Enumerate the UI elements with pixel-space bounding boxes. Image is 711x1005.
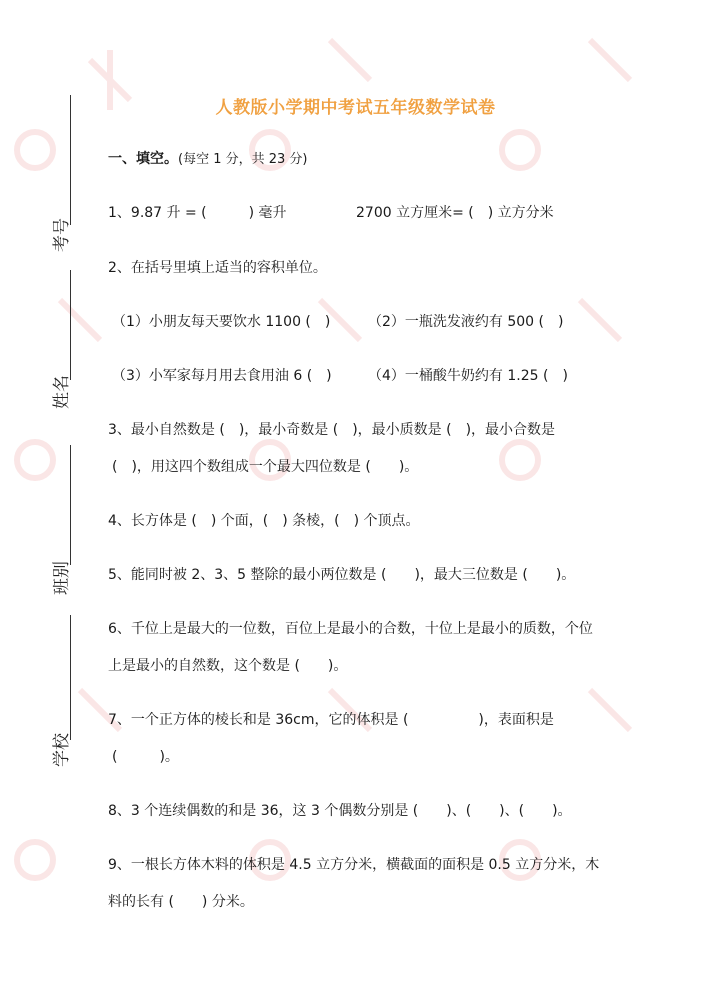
question-2: 2、在括号里填上适当的容积单位。 bbox=[108, 260, 327, 276]
question-2-2: （2）一瓶洗发液约有 500 ( ) bbox=[368, 314, 564, 330]
question-3b: ( )，用这四个数组成一个最大四位数是 ( )。 bbox=[112, 459, 419, 475]
question-5: 5、能同时被 2、3、5 整除的最小两位数是 ( )，最大三位数是 ( )。 bbox=[108, 567, 576, 583]
question-2-3: （3）小军家每月用去食用油 6 ( ) bbox=[112, 368, 332, 384]
question-2-4: （4）一桶酸牛奶约有 1.25 ( ) bbox=[368, 368, 568, 384]
binding-line-4 bbox=[70, 615, 71, 740]
section-heading: 一、填空。 bbox=[108, 151, 178, 167]
question-3a: 3、最小自然数是 ( )，最小奇数是 ( )，最小质数是 ( )，最小合数是 bbox=[108, 422, 556, 438]
question-7b: ( )。 bbox=[112, 749, 179, 765]
question-1a: 1、9.87 升 = ( ) 毫升 bbox=[108, 205, 287, 221]
side-label-exam-number: 考号 bbox=[52, 218, 72, 252]
question-6b: 上是最小的自然数，这个数是 ( )。 bbox=[108, 658, 348, 674]
question-9b: 料的长有 ( ) 分米。 bbox=[108, 894, 254, 910]
section-heading-line bbox=[108, 150, 308, 169]
side-label-class: 班别 bbox=[52, 561, 72, 595]
binding-line-2 bbox=[70, 270, 71, 380]
question-8: 8、3 个连续偶数的和是 36，这 3 个偶数分别是 ( )、( )、( )。 bbox=[108, 803, 572, 819]
side-label-name: 姓名 bbox=[52, 375, 72, 409]
binding-line-1 bbox=[70, 95, 71, 225]
question-2-1: （1）小朋友每天要饮水 1100 ( ) bbox=[112, 314, 331, 330]
question-4: 4、长方体是 ( ) 个面，( ) 条棱，( ) 个顶点。 bbox=[108, 513, 420, 529]
question-6a: 6、千位上是最大的一位数，百位上是最小的合数，十位上是最小的质数，个位 bbox=[108, 621, 593, 637]
section-note: (每空 1 分，共 23 分) bbox=[178, 152, 308, 167]
question-1b: 2700 立方厘米= ( ) 立方分米 bbox=[356, 205, 554, 221]
question-7a: 7、一个正方体的棱长和是 36cm，它的体积是 ( )，表面积是 bbox=[108, 712, 554, 728]
binding-line-3 bbox=[70, 445, 71, 565]
question-9a: 9、一根长方体木料的体积是 4.5 立方分米，横截面的面积是 0.5 立方分米，木 bbox=[108, 857, 600, 873]
side-label-school: 学校 bbox=[52, 733, 72, 767]
page-title: 人教版小学期中考试五年级数学试卷 bbox=[215, 98, 496, 118]
